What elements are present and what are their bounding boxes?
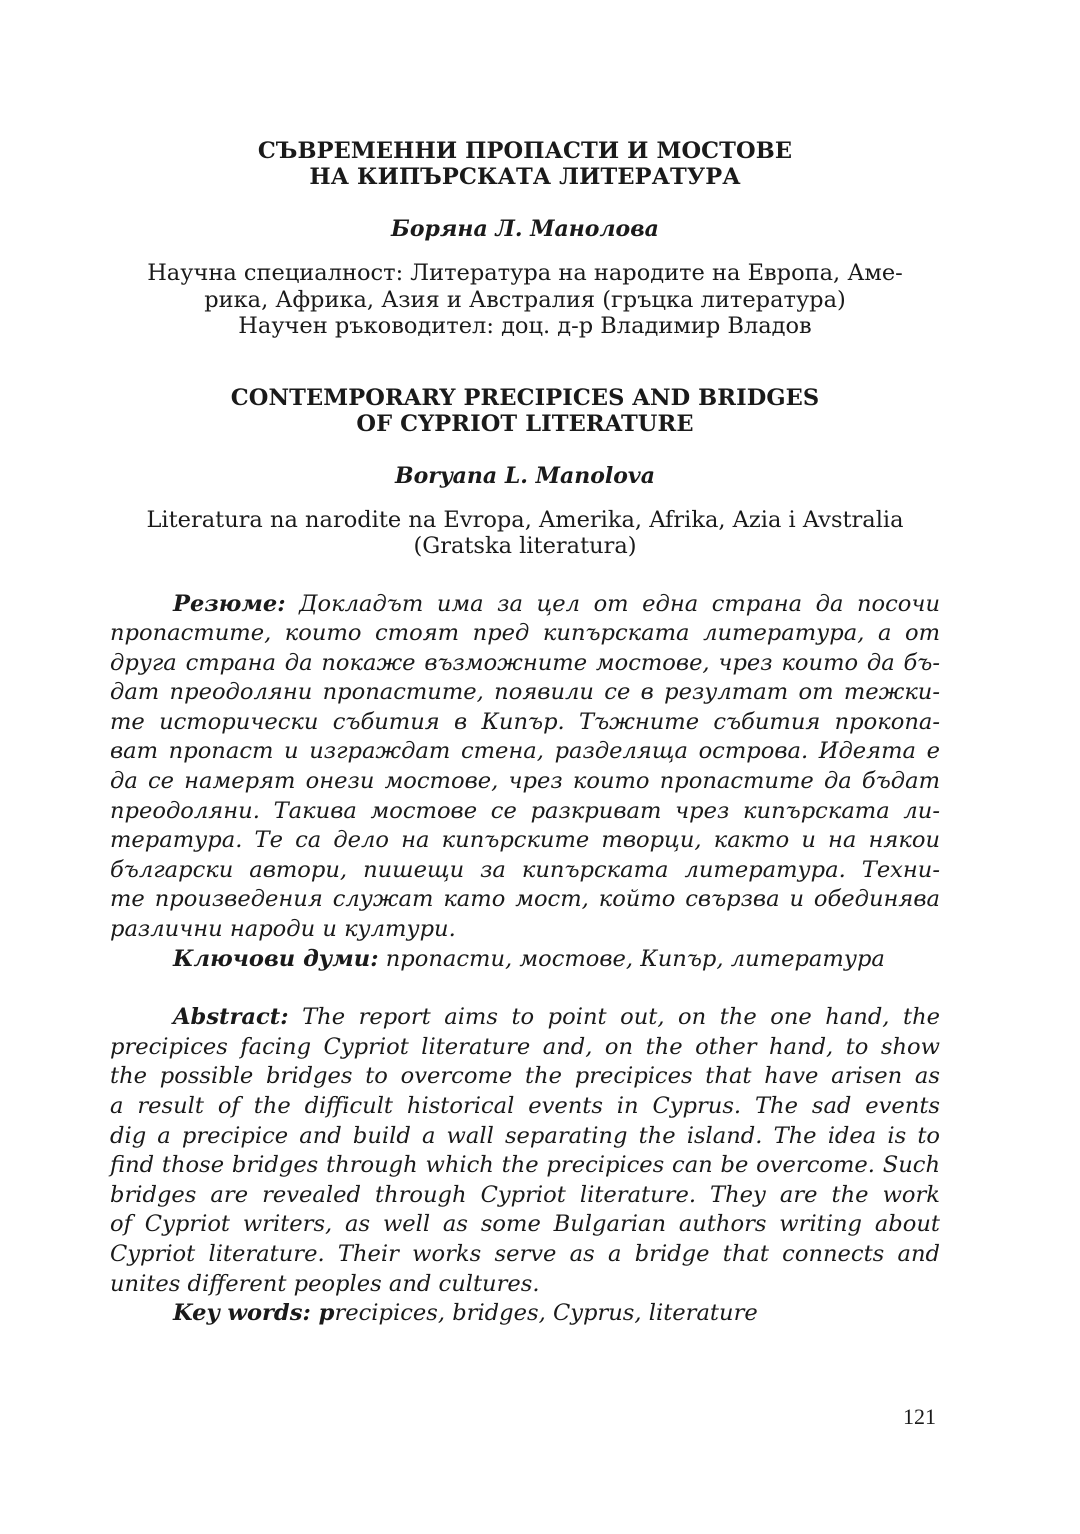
en-abstract-line: the possible bridges to overcome the precipices that have arisen as <box>110 1063 940 1090</box>
bg-abstract-line: друга страна да покаже възможните мостове, чрез които да бъ- <box>110 649 940 676</box>
bg-title-line-1: СЪВРЕМЕННИ ПРОПАСТИ И МОСТОВЕ <box>257 138 793 164</box>
bg-abstract <box>110 590 940 975</box>
bg-author: Боряна Л. Манолова <box>391 216 659 242</box>
bg-title-line-2: НА КИПЪРСКАТА ЛИТЕРАТУРА <box>309 164 741 190</box>
en-abstract-line: unites different peoples and cultures. <box>110 1270 540 1297</box>
en-abstract-text: The report aims to point out, on the one hand, the <box>302 1004 940 1031</box>
en-abstract-label: Abstract: <box>173 1004 289 1031</box>
en-info-line-2: (Gratska literatura) <box>413 533 637 559</box>
bg-keywords <box>110 945 940 975</box>
bg-info-line-1: Научна специалност: Литература на народите на Европа, Аме- <box>147 260 903 286</box>
en-keywords <box>110 1299 940 1329</box>
en-abstract-line: of Cypriot writers, as well as some Bulgarian authors writing about <box>110 1211 940 1238</box>
bg-info <box>110 260 940 340</box>
bg-abstract-label: Резюме: <box>173 590 286 617</box>
en-info <box>110 507 940 560</box>
en-abstract-line <box>110 1003 940 1033</box>
en-info-line-1: Literatura na narodite na Evropa, Amerika, Afrika, Azia i Avstralia <box>146 506 904 533</box>
bg-abstract-line: пропастите, които стоят пред кипърската литература, а от <box>110 620 940 647</box>
en-abstract-line: dig a precipice and build a wall separating the island. The idea is to <box>110 1122 940 1149</box>
en-title <box>110 385 940 437</box>
en-abstract-line: bridges are revealed through Cypriot literature. They are the work <box>110 1181 940 1208</box>
bg-abstract-line: различни народи и култури. <box>110 916 456 943</box>
en-abstract-line: find those bridges through which the precipices can be overcome. Such <box>110 1152 940 1179</box>
bg-info-line-3: Научен ръководител: доц. д-р Владимир Владов <box>238 313 812 339</box>
en-abstract <box>110 1003 940 1329</box>
page-content <box>110 138 940 1329</box>
en-author: Boryana L. Manolova <box>395 462 655 489</box>
en-abstract-line: precipices facing Cypriot literature and, on the other hand, to show <box>110 1033 940 1060</box>
bg-keywords-text: пропасти, мостове, Кипър, литература <box>385 945 885 972</box>
bg-abstract-line: български автори, пишещи за кипърската литература. Техни- <box>110 856 940 883</box>
bg-title <box>110 138 940 190</box>
en-keywords-text: recipices, bridges, Cyprus, literature <box>334 1300 758 1327</box>
bg-abstract-line: те исторически събития в Кипър. Тъжните събития прокопа- <box>110 708 940 735</box>
bg-info-line-2: рика, Африка, Азия и Австралия (гръцка литература) <box>204 286 846 313</box>
bg-abstract-line: да се намерят онези мостове, чрез които пропастите да бъдат <box>110 768 940 795</box>
bg-abstract-line <box>110 590 940 620</box>
en-keywords-label: Key words: p <box>173 1300 335 1327</box>
bg-abstract-line: преодоляни. Такива мостове се разкриват чрез кипърската ли- <box>110 797 940 824</box>
bg-abstract-line: те произведения служат като мост, който свързва и обединява <box>110 886 940 913</box>
bg-abstract-line: ват пропаст и изграждат стена, разделяща острова. Идеята е <box>110 738 940 765</box>
bg-abstract-line: тература. Те са дело на кипърските творци, както и на някои <box>110 827 940 854</box>
bg-abstract-line: дат преодоляни пропастите, появили се в резултат от тежки- <box>110 679 940 706</box>
page-number: 121 <box>903 1404 936 1429</box>
en-title-line-2: OF CYPRIOT LITERATURE <box>356 410 694 437</box>
en-abstract-line: Cypriot literature. Their works serve as a bridge that connects and <box>110 1240 940 1267</box>
bg-keywords-label: Ключови думи: <box>173 945 379 972</box>
en-title-line-1: CONTEMPORARY PRECIPICES AND BRIDGES <box>230 384 820 411</box>
bg-abstract-text: Докладът има за цел от една страна да посочи <box>299 590 941 617</box>
en-abstract-line: a result of the difficult historical events in Cyprus. The sad events <box>110 1093 940 1119</box>
